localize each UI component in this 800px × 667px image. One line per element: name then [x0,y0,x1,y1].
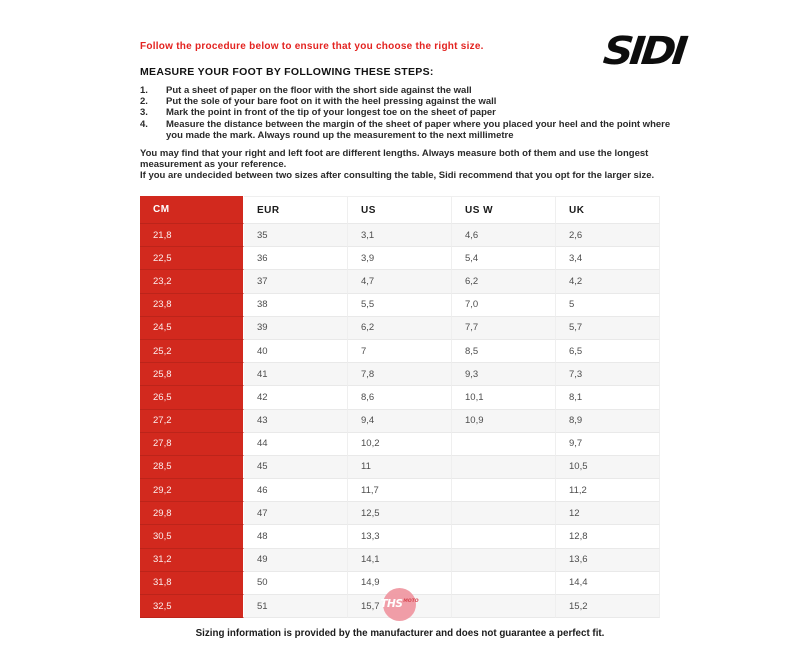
cell-us-w: 10,1 [452,386,556,409]
cell-eur: 36 [244,247,348,270]
steps-title: MEASURE YOUR FOOT BY FOLLOWING THESE STEPS: [140,66,434,78]
table-row [140,456,660,479]
cell-us-w [452,572,556,595]
table-row [140,502,660,525]
ths-moto-watermark [380,588,419,621]
cell-us: 6,2 [348,317,452,340]
cell-uk: 12 [556,502,660,525]
cell-us: 13,3 [348,525,452,548]
cell-eur: 51 [244,595,348,618]
column-header-cm: CM [140,196,244,224]
cell-eur: 43 [244,410,348,433]
step-text: Put the sole of your bare foot on it with the heel pressing against the wall [166,96,497,108]
table-row [140,363,660,386]
cell-eur: 35 [244,224,348,247]
cell-eur: 39 [244,317,348,340]
cell-uk: 2,6 [556,224,660,247]
cell-eur: 37 [244,270,348,293]
cell-cm: 29,8 [140,502,244,525]
table-row [140,386,660,409]
cell-us: 7,8 [348,363,452,386]
cell-uk: 14,4 [556,572,660,595]
cell-cm: 24,5 [140,317,244,340]
cell-us-w: 6,2 [452,270,556,293]
column-header-eur: EUR [244,196,348,224]
table-header-row [140,196,660,224]
cell-us: 8,6 [348,386,452,409]
table-row [140,410,660,433]
cell-us-w: 4,6 [452,224,556,247]
manufacturer-disclaimer: Sizing information is provided by the manufacturer and does not guarantee a perfect fit. [195,628,605,639]
cell-uk: 11,2 [556,479,660,502]
cell-us-w: 8,5 [452,340,556,363]
cell-us-w [452,456,556,479]
cell-eur: 48 [244,525,348,548]
cell-cm: 31,8 [140,572,244,595]
cell-cm: 27,8 [140,433,244,456]
cell-cm: 25,8 [140,363,244,386]
cell-us: 3,1 [348,224,452,247]
cell-cm: 26,5 [140,386,244,409]
cell-us-w [452,433,556,456]
cell-uk: 4,2 [556,270,660,293]
cell-eur: 47 [244,502,348,525]
step-number: 1. [140,85,148,96]
cell-uk: 5 [556,294,660,317]
cell-eur: 41 [244,363,348,386]
cell-cm: 27,2 [140,410,244,433]
cell-us: 9,4 [348,410,452,433]
cell-us: 12,5 [348,502,452,525]
cell-us-w: 10,9 [452,410,556,433]
cell-us: 4,7 [348,270,452,293]
note-text: You may find that your right and left foot are different lengths. Always measure both of them and use the longest measurement as your reference. [140,148,649,171]
cell-eur: 45 [244,456,348,479]
cell-us-w [452,525,556,548]
cell-us-w: 9,3 [452,363,556,386]
cell-us: 11 [348,456,452,479]
cell-uk: 3,4 [556,247,660,270]
table-row [140,525,660,548]
cell-us-w: 5,4 [452,247,556,270]
size-chart-table [140,196,660,618]
cell-cm: 25,2 [140,340,244,363]
table-row [140,270,660,293]
measurement-notes [140,148,677,182]
cell-us: 14,9 [348,572,452,595]
size-table-body [140,224,660,618]
cell-cm: 23,8 [140,294,244,317]
table-row [140,294,660,317]
watermark-sub-label: MOTO [403,598,419,604]
cell-cm: 23,2 [140,270,244,293]
table-row [140,479,660,502]
step-number: 2. [140,96,148,108]
cell-us: 7 [348,340,452,363]
cell-eur: 40 [244,340,348,363]
cell-eur: 42 [244,386,348,409]
table-row [140,433,660,456]
column-header-us: US [348,196,452,224]
step-item [140,85,672,96]
cell-uk: 6,5 [556,340,660,363]
table-row [140,317,660,340]
cell-us-w: 7,7 [452,317,556,340]
cell-eur: 49 [244,549,348,572]
cell-us-w [452,479,556,502]
cell-uk: 15,2 [556,595,660,618]
cell-uk: 7,3 [556,363,660,386]
cell-uk: 13,6 [556,549,660,572]
sidi-logo: SIDI [601,27,687,73]
step-text: Measure the distance between the margin of the sheet of paper where you placed your heel and the point where you made the mark. Always round up the measurement to the next millimetre [166,118,671,141]
cell-uk: 5,7 [556,317,660,340]
step-item [140,119,672,141]
table-row [140,340,660,363]
step-text: Mark the point in front of the tip of your longest toe on the sheet of paper [166,107,496,119]
column-header-uk: UK [556,196,660,224]
cell-uk: 8,1 [556,386,660,409]
cell-us: 14,1 [348,549,452,572]
cell-us-w [452,595,556,618]
step-number: 4. [140,118,148,130]
cell-cm: 30,5 [140,525,244,548]
table-row [140,549,660,572]
size-warning-text: Follow the procedure below to ensure that you choose the right size. [140,41,484,52]
cell-us-w [452,549,556,572]
cell-uk: 10,5 [556,456,660,479]
cell-cm: 32,5 [140,595,244,618]
cell-cm: 31,2 [140,549,244,572]
watermark-text [380,598,418,610]
cell-cm: 28,5 [140,456,244,479]
cell-us: 11,7 [348,479,452,502]
cell-uk: 8,9 [556,410,660,433]
cell-us: 15,7 [348,595,452,618]
cell-eur: 38 [244,294,348,317]
cell-uk: 9,7 [556,433,660,456]
step-number: 3. [140,107,148,119]
table-row [140,247,660,270]
steps-list [140,85,672,141]
cell-eur: 46 [244,479,348,502]
table-row [140,224,660,247]
cell-us-w [452,502,556,525]
cell-eur: 50 [244,572,348,595]
cell-us: 3,9 [348,247,452,270]
cell-uk: 12,8 [556,525,660,548]
step-item [140,96,672,107]
note-text: If you are undecided between two sizes after consulting the table, Sidi recommend that you opt for the larger size. [140,170,655,182]
step-text: Put a sheet of paper on the floor with the short side against the wall [166,85,472,96]
column-header-us-w: US W [452,196,556,224]
cell-cm: 22,5 [140,247,244,270]
cell-cm: 21,8 [140,224,244,247]
cell-us: 5,5 [348,294,452,317]
watermark-main-label: THS [380,597,403,610]
cell-cm: 29,2 [140,479,244,502]
step-item [140,107,672,118]
cell-eur: 44 [244,433,348,456]
cell-us: 10,2 [348,433,452,456]
cell-us-w: 7,0 [452,294,556,317]
